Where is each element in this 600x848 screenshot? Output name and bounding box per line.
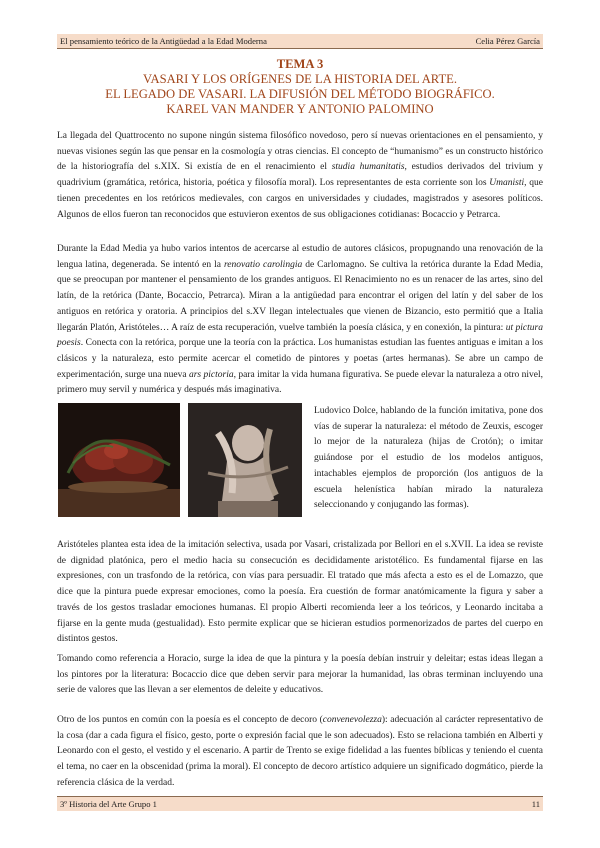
- italic-run: ars pictoria: [188, 369, 234, 380]
- header-course-title: El pensamiento teórico de la Antigüedad a la Edad Moderna: [60, 36, 267, 46]
- page-footer: [57, 796, 543, 811]
- italic-run: convenevolezza: [322, 715, 382, 725]
- paragraph-humanism: [57, 129, 543, 223]
- text-run: , que tienen precedentes en los retóricos medievales, con cargos en universidades y ciudades, magistrados y asesores políticos. Algunos de ellos fueron tan reconocidos que estuvieron exentos de sus obligaciones cotidianas: Bocaccio y Petrarca.: [57, 178, 543, 220]
- topic-title-line-1: VASARI Y LOS ORÍGENES DE LA HISTORIA DEL ARTE.: [143, 72, 457, 86]
- text-run: , para imitar la vida humana figurativa. Se puede elevar la naturaleza a otro nivel, primero muy servil y numérica y después más imaginativa.: [57, 369, 543, 396]
- italic-run: studia humanitatis: [331, 162, 405, 173]
- text-run: ): adecuación al carácter representativo de la cosa (dar a cada figura el físico, gesto, porte o expresión facial que le son adecuados). Esto se relaciona también en Alberti y Leonardo con el gesto, el vestido y el escenario. A partir de Trento se exige fidelidad a las fuentes bíblicas y teniendo el cuenta el tema, no caer en la obscenidad (prima la moral). El concepto de decoro artístico adquiere un significado dogmático, pierde la referencia clásica de la verdad.: [57, 715, 543, 788]
- paragraph-dolce: Ludovico Dolce, hablando de la función imitativa, pone dos vías de superar la naturaleza: el método de Zeuxis, escoger lo mejor de la naturaleza (hijas de Crotón); o imitar guiándose por el estudio de los modelos antiguos, intachables ejemplos de proporción (los antiguos de la escuela helenística habían mirado la naturaleza seleccionando y conjugando las formas).: [314, 406, 543, 511]
- text-run: Durante la Edad Media ya hubo varios intentos de acercarse al estudio de autores clásicos, propugnando una renovación de la lengua latina, degenerada. Se intentó en la: [57, 244, 543, 270]
- text-run: . Conecta con la retórica, porque une la teoría con la práctica. Los humanistas estudian las fuentes antiguas e imitan a los clásicos y la naturaleza, esto permite acercar el cometido de pintores y poetas (artes hermanas). Se abre un campo de experimentación, surge una nueva: [57, 338, 543, 380]
- italic-run: Umanisti: [489, 178, 525, 189]
- topic-number: TEMA 3: [276, 57, 324, 71]
- still-life-painting-image: [58, 403, 180, 517]
- italic-run: renovatio carolingia: [223, 259, 303, 270]
- laocoon-sculpture-image: [188, 403, 302, 517]
- footer-course: 3º Historia del Arte Grupo 1: [60, 799, 157, 809]
- paragraph-middle-ages: [57, 242, 543, 399]
- sculpture-illustration: [188, 403, 302, 517]
- topic-title: [57, 57, 543, 117]
- header-author: Celia Pérez García: [475, 36, 540, 46]
- paragraph-horace: Tomando como referencia a Horacio, surge la idea de que la pintura y la poesía debían instruir y deleitar; estas ideas llegan a los pintores por la literatura: Bocaccio dice que deben servir para mejorar la humanidad, las obras terminan incluyendo una serie de valores que las llevan a ser elementos de deleite y educativos.: [57, 654, 543, 696]
- text-run: Otro de los puntos en común con la poesía es el concepto de decoro (: [57, 715, 323, 725]
- page-header: [57, 34, 543, 49]
- topic-title-line-2: EL LEGADO DE VASARI. LA DIFUSIÓN DEL MÉTODO BIOGRÁFICO.: [105, 87, 495, 101]
- text-run: de Carlomagno. Se cultiva la retórica durante la Edad Media, que se preocupan por mantener el pensamiento de los grandes antiguos. El Renacimiento no es un renacer de las artes, sino del latín, de la retórica (Dante, Bocaccio, Petrarca). Miran a la antigüedad para encontrar el origen del latín y del saber de los antiguos en retórica y oratoria. A principios del s.XV llegan intelectuales que vienen de Bizancio, esto permitió que a Italia llegarán Platón, Aristóteles… A raíz de esta recuperación, vuelve también la poesía clásica, y en conexión, la pintura:: [57, 259, 543, 333]
- text-run: La llegada del Quattrocento no supone ningún sistema filosófico novedoso, pero sí nuevas orientaciones en el pensamiento, y nuevas visiones según las que pensar en la cosmología y otras ciencias. El concepto de “humanismo” es un constructo histórico de la historiografía del s.XIX. Si existía de en el renacimiento el: [57, 131, 543, 173]
- paragraph-aristotle: Aristóteles plantea esta idea de la imitación selectiva, usada por Vasari, cristalizada por Bellori en el s.XVII. La idea se reviste de dignidad platónica, pero el medio hacia su consecución es decididamente aristotélico. Es fundamental fijarse en las expresiones, con un trasfondo de la retórica, con vías para persuadir. El tratado que más afecta a esto es el de Lomazzo, que dice que la pintura puede expresar emociones, como la poesía. Era cuestión de formar anatómicamente la figura y saber a través de los gestos trasladar emociones humanas. El propio Alberti recomienda leer a los teóricos, y Leonardo incitaba a fijarse en la gente muda (gestualidad). Esto permite explicar que se hicieran estudios pormenorizados de partes del cuerpo en distintos gestos.: [57, 540, 543, 645]
- text-run: , estudios derivados del trivium y quadrivium (gramática, retórica, historia, poética y filosofía moral). Los representantes de esta corriente son los: [57, 162, 543, 189]
- page-number: 11: [531, 799, 540, 809]
- still-life-illustration: [58, 403, 180, 517]
- paragraph-decorum: [57, 713, 543, 792]
- topic-title-line-3: KAREL VAN MANDER Y ANTONIO PALOMINO: [166, 102, 434, 116]
- italic-run: ut pictura poesis: [57, 322, 543, 349]
